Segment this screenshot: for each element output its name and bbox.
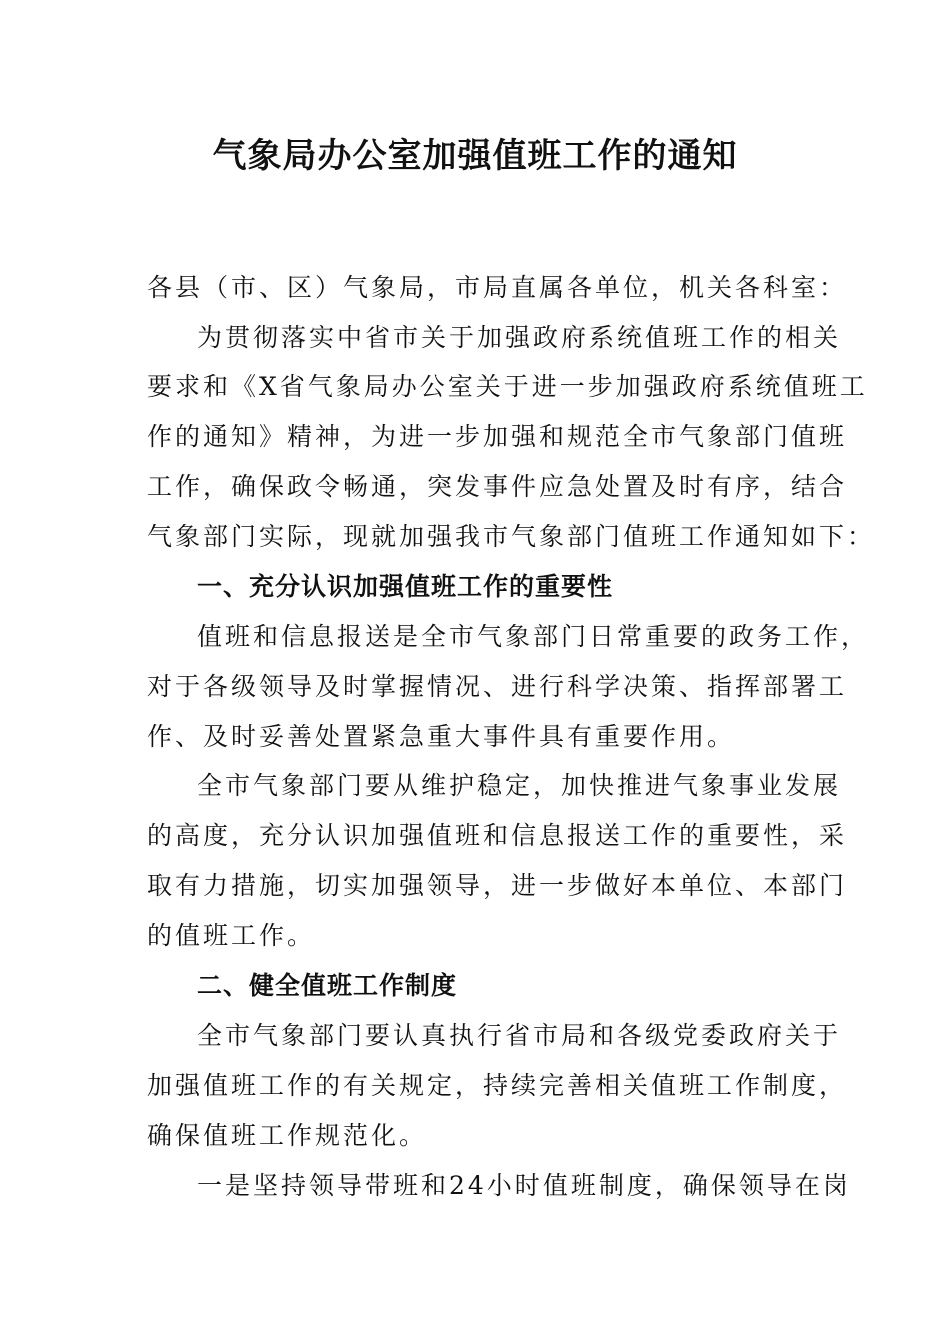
- paragraph-line: 一是坚持领导带班和24小时值班制度，确保领导在岗: [197, 1171, 851, 1200]
- paragraph-line: 为贯彻落实中省市关于加强政府系统值班工作的相关: [197, 323, 842, 352]
- paragraph-line: 取有力措施，切实加强领导，进一步做好本单位、本部门: [147, 871, 848, 900]
- section-heading-1: 一、充分认识加强值班工作的重要性: [197, 572, 614, 601]
- document-title: 气象局办公室加强值班工作的通知: [212, 136, 738, 176]
- paragraph-line: 要求和《X省气象局办公室关于进一步加强政府系统值班工: [147, 372, 868, 401]
- paragraph-line: 全市气象部门要认真执行省市局和各级党委政府关于: [197, 1021, 842, 1050]
- paragraph-line: 工作，确保政令畅通，突发事件应急处置及时有序，结合: [147, 472, 848, 501]
- salutation: 各县（市、区）气象局，市局直属各单位，机关各科室：: [147, 273, 848, 302]
- paragraph-line: 确保值班工作规范化。: [147, 1121, 428, 1150]
- paragraph-line: 的高度，充分认识加强值班和信息报送工作的重要性，采: [147, 821, 848, 850]
- paragraph-line: 作、及时妥善处置紧急重大事件具有重要作用。: [147, 722, 736, 751]
- paragraph-line: 全市气象部门要从维护稳定，加快推进气象事业发展: [197, 771, 842, 800]
- paragraph-line: 作的通知》精神，为进一步加强和规范全市气象部门值班: [147, 422, 848, 451]
- paragraph-line: 气象部门实际，现就加强我市气象部门值班工作通知如下：: [147, 522, 876, 551]
- section-heading-2: 二、健全值班工作制度: [197, 971, 458, 1000]
- paragraph-line: 加强值班工作的有关规定，持续完善相关值班工作制度，: [147, 1071, 848, 1100]
- paragraph-line: 值班和信息报送是全市气象部门日常重要的政务工作，: [197, 622, 870, 651]
- paragraph-line: 的值班工作。: [147, 921, 316, 950]
- paragraph-line: 对于各级领导及时掌握情况、进行科学决策、指挥部署工: [147, 672, 848, 701]
